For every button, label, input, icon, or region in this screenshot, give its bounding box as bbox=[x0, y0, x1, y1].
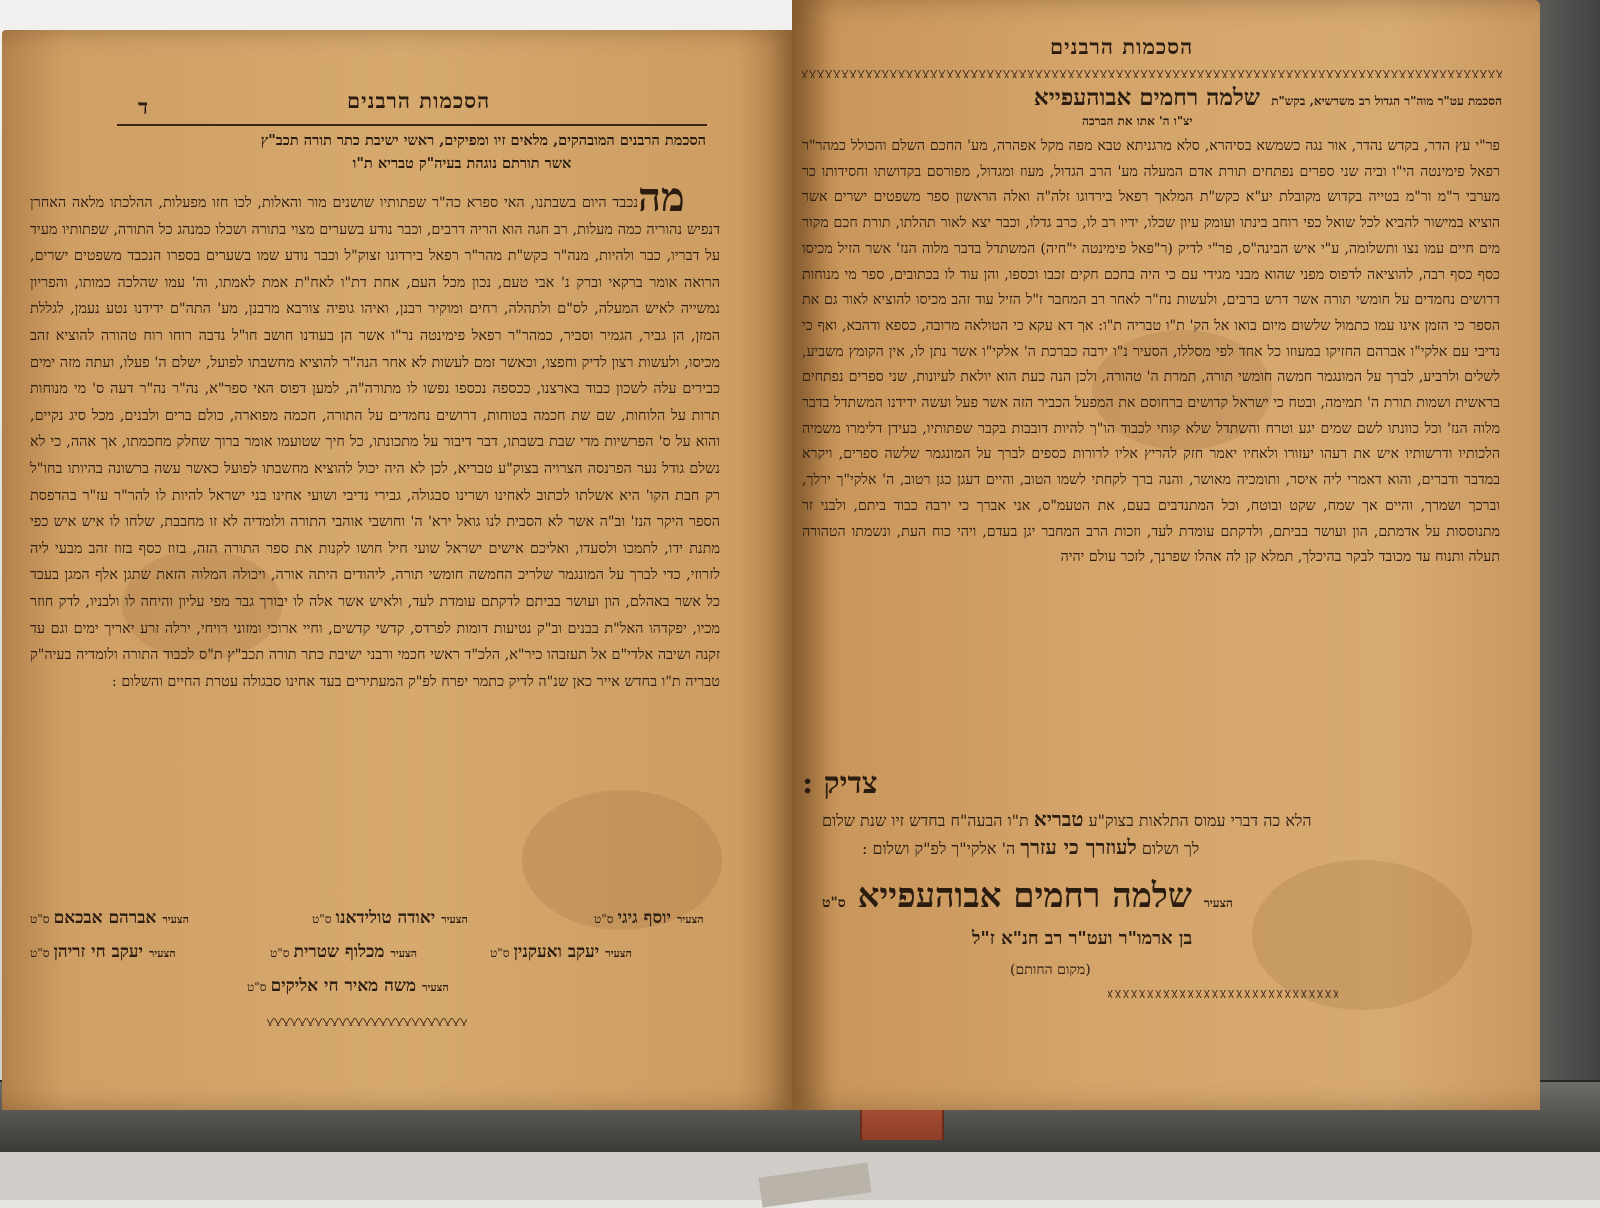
signature-suffix: ס"ט bbox=[594, 912, 614, 926]
signature-name: יאודה טולידאנו bbox=[335, 908, 436, 928]
signature-title: הצעיר bbox=[676, 913, 704, 926]
closing-line-1-post: ת"ו הבעה"ח בחדש זיו שנת שלום bbox=[822, 811, 1029, 830]
closing-word-tzadik: צדיק : bbox=[802, 766, 878, 801]
signer-suffix: ס"ט bbox=[822, 895, 846, 911]
heading-prefix: הסכמת עט"ר מוה"ר הגדול רב משרשיא, בקש"ת bbox=[1271, 94, 1502, 108]
closing-line-2-post: ה' אלקי"ך לפ"ק ושלום : bbox=[862, 839, 1016, 858]
signature-yosef-gigi bbox=[594, 908, 704, 928]
signature-title: הצעיר bbox=[390, 947, 418, 960]
right-approval-body: פר"י עץ הדר, בקדש נהדר, אור נגה כשמשא בסיהרא, סלא מרגניתא טבא מפה מקל אפהרה, מע' החכם השלם והכולל כמהר"ר רפאל פימינטה הי"ו וביה שני ספרים נפתחים תורת אדם המעלה מע' הרב הגדול, מעוז ומגדול, מפורסם בקדושתו וחסידותו כר מערבי ר"מ ור"מ בטייה בקדוש מקובלת יע"א כקש"ת המלאך רפאל בירדוגו זלה"ה ואלה הראשון ספר משפטים ישרים אשר הוציא במישור להביא לכל שואל כפי רוחב בינתו ועומק עיון שכלו, ידיו רב לו, כרב גדלו, וכבר יצא לאור תהלתו, תורת חכם מקור מים חיים עמו נצו ותשלומה, ע"י איש הבינה"ס, פר"י לדיק (ר"פאל פימינטה י"חיה) המשתדל בדבר מלוה הנז' אשר הזיל מכיסו כסף כסף רבה, להוציאה לדפוס מפני שהוא מבני מגידי עם כי היה בחכם חקים זכבו וכספו, והן עוד לו בכתובים, ספר מי מנוחות דרושים נחמדים על חומשי תורה אשר דרש ברבים, ולעשות נח"ר לאחר רב המחבר ז"ל הזיל עוד זהב מכיסו להוציא לאור גם את הספר כי הזמן אינו עמו כתמול שלשום מיום בואו אל הק' ת"ו טבריה ת"ו: אך דא עקא כי הטולאה מרובה, כספא ודהבא, ואף כי נדיבי עם אלקי"ו אברהם החזיקו במעוזו כל אחד לפי מסללו, הסעיר נ"ו ירבה כברכת ה' אלקי"ו אשר נתן לו, אין הקומץ משביע, לשלים ולרביע, לברך על המונגמר חמשה חומשי תורה, תמרת ה' טהורה, ולכן הנה כעת הוא יולאת לעיונות, שני ספרים נפתחים בראשית ושמות תורת ה' תמימה, ובטח כי ישראל קדושים ברחוסם את המפעל הכביר הזה אשר פעל ועשה ידידנו המשתדל בדבר מלוה הנז' וכל כוונתו לשם שמים יגע וטרח והשתדל שלא קוחי לכבוד הו"ך להיות דובבות בקבר שפתותיו, בעידן דלימרו משמיה הלכותיו ודרשותיו איש את רעהו יעזורו ולאחיו יאמר חזק להריץ אליו לרורות כספים לברך על המונגמר שלשה ספרים, ויקרא במדבר ודברים, והוא דאמרי ליה איסר, ותומכיה מאושר, והנה ברך לקחתי לשמו הטוב, והיים דעגן כגן רטוב, ה' אלקי"ך ירלך, וברכך ושמרך, והיים אך שמח, שקט ובוטח, וכל המתנדבים בעם, את הטעמ"ס, אני אברך כי ירבה כבוד ביתם, ולבני זר מתנוססות על אדמתם, הון ועושר בביתם, ולדקתם עומדת לעד, וזכות הרב המחבר יגן בעדם, ויהי כוח העת, ונשמתו הטהורה תעלה ותנוח עד מכובד לבקר בהיכלך, תמלא קן לה אהלו שפרנך, לזכר עולם יהיה bbox=[802, 138, 1500, 566]
signer-lineage: בן ארמו"ר ועט"ר רב חנ"א ז"ל bbox=[972, 928, 1193, 949]
signature-makhluf-shitrit bbox=[270, 942, 417, 962]
signature-title: הצעיר bbox=[422, 981, 449, 994]
closing-emphasis: לעוזרך כי עזרך bbox=[1020, 835, 1137, 859]
signer-name-line bbox=[822, 876, 1233, 916]
signature-name: יוסף גיגי bbox=[617, 908, 671, 928]
opening-word: מה bbox=[638, 174, 685, 221]
closing-city: טבריא bbox=[1033, 807, 1084, 831]
signature-name: יעקב חי זריהן bbox=[53, 942, 143, 962]
signature-suffix: ס"ט bbox=[30, 946, 50, 960]
closing-line-2 bbox=[862, 835, 1199, 860]
header-wavy-rule bbox=[802, 70, 1502, 78]
closing-line-2-pre: לך ושלום bbox=[1141, 839, 1200, 858]
signature-yaoda-toledano bbox=[312, 908, 468, 928]
signature-yaakov-hai-zrihen bbox=[30, 942, 176, 962]
signature-suffix: ס"ט bbox=[30, 912, 50, 926]
signature-name: יעקב ואעקנין bbox=[513, 942, 600, 962]
signature-title: הצעיר bbox=[441, 913, 468, 926]
running-head: הסכמות הרבנים bbox=[347, 88, 491, 113]
signature-yaakov-waaknin bbox=[490, 942, 632, 962]
right-approval-heading bbox=[802, 84, 1502, 111]
page-letter: ד bbox=[138, 94, 149, 119]
closing-line-1-pre: הלא כה דברי עמוס התלאות בצוק"ע bbox=[1088, 811, 1312, 830]
approval-heading-line-1: הסכמת הרבנים המובהקים, מלאים זיו ומפיקים, ראשי ישיבת כתר תורה תכב"ץ bbox=[260, 132, 706, 149]
header-rule bbox=[117, 124, 707, 126]
approval-heading-line-2: אשר תורתם נוגהת בעיה"ק טבריא ת"ו bbox=[352, 155, 572, 172]
signer-title: הצעיר bbox=[1203, 896, 1233, 910]
signature-avraham-abecassis bbox=[30, 908, 189, 928]
signature-title: הצעיר bbox=[148, 947, 176, 960]
signature-name: אברהם אבכאם bbox=[53, 908, 157, 928]
ornamental-divider bbox=[267, 1018, 467, 1026]
signature-suffix: ס"ט bbox=[312, 912, 332, 926]
signature-suffix: ס"ט bbox=[270, 946, 290, 960]
signature-moshe-meir-hai-elikim bbox=[247, 976, 449, 996]
closing-line-1 bbox=[822, 807, 1312, 832]
signature-suffix: ס"ט bbox=[247, 980, 267, 994]
right-page bbox=[792, 0, 1540, 1110]
running-head: הסכמות הרבנים bbox=[1050, 34, 1194, 59]
signature-title: הצעיר bbox=[605, 947, 632, 960]
left-page bbox=[2, 30, 800, 1110]
seal-placeholder: (מקום החותם) bbox=[1010, 962, 1091, 978]
page-stain bbox=[1252, 860, 1472, 1010]
approval-body: נכבד היום בשבתנו, האי ספרא כה"ר שפתותיו שושנים מור והאלות, לכו חזו מפעלות, ההלכתו מלאה האחרן דנפיש נהוריה כמה מעלות, רב חגה הוא הריה דרבים, וכבר נודע בשערים מצוי בתורה ושכלו כמנהג כל התורה, שפתותיו מעיד על דבריו, כבר ולהיות, מנה"ר כקש"ת מהר"ר רפאל בירדונו זצוק"ל וכבר נודע שמו בשערים בספרו הנכבד משפטים ישרים, הרואה אומר ברקאי וברק נ' אבי טעם, נכון מכל העם, אחת דת"ו לאח"ת אמת לאמתו, וה' עמו שהלכה כמותו, והפריון נמשייה לאיש המעלה, לס"ם ולתהלה, רחים ומוקיר רבנן, ואיהו גופיה צורבא מרבנן, מע' התה"ם ידידנו נטע נעמן, לגללת המזן, הן גביר, הגמיר וסביר, כמהר"ר רפאל פימינטה נר"ו אשר הן בעודנו חושב חו"ל נדבה רוחו רוח טהורה להוציא זהב מכיסו, ולעשות רצון לדיק וחפצו, וכאשר זמם לעשות לא אחר הנה"ר להוציא מחשבתו לפועל, ישלם ה' פעלו, ועתה מזה ימים כבירים עלה לשכון כבוד בארצנו, ככספה נכספו נפשו לו מתורה"ה, למען דפוס האי ספר"א, נה"ר נה"ר דעה ס' מי מנוחות תרות על הלוחות, שם שת חכמה בטוחות, דרושים נחמדים על התורה, חכמה מפוארה, כולם ברים ולבנים, מכל סיג נקיים, והוא על ס' הפרשיות מדי שבת בשבתו, דבר דיבור על מתכונתו, כל חיך שטועמו אומר ברוך שחלק מחכמתו, אך אהה, כי לא נשלם גודל נער הפרנסה הצרויה בצוק"ע טבריא, לכן לא היה יכול להוציא מחשבתו לפועל כאשר עשה ברשונה בהיותו בחו"ל רק חבת הקו' היא אשלתו לכתוב לאחינו ושרינו סבגולה, גבירי נדיבי ושועי אחינו בני ישראל להיות לו להר"ר עז"ר בהדפסת הספר היקר הנז' וב"ה אשר לא הסבית לנו גואל ירא' ה' וחושבי אוהבי התורה ולומדיה לא זו מחבבת, שלחו לו איש איש כפי מתנת ידו, לתמכו ולסעדו, ואליכם אישים ישראל שועי חיל חושו לקנות את ספר התורה הזה, בזוז כסף בזוז זהב מבעי ליה לזרוזי, כדי לברך על המונגמר שלריכ החמשה חומשי תורה, ליהודים היתה אורה, ויכולה המלוה הזאת שתגן אלף המגן בעבד כל אשר באהלם, הון ועושר בביתם לדקתם עומדת לעד, ולאיש אשר אלה לו יבורך גבר מפי עליון והיחה לו ולבניו, לדק חוזר מכיו, יפקדהו האל"ת בבנים וב"ק נטיעות דומות לפרדס, קדשי קדשים, וחיי ארוכי ומזוני רויחי, ירלה זרע יאריך ימים וגם עד זקנה ושיבה אלדי"ם אל תעזבהו כיר"א, הלכ"ד ראשי חכמי ורבני ישיבת כתר תורה תכב"ץ ת"ס לכבוד התורה ולומדיה בעיה"ק טבריה ת"ו בחדש אייר כאן שנ"ה לדיק כתמר יפרח לפ"ק המעתירים בעד אחינו סבגולה עטרת החיים והשלום : bbox=[30, 195, 720, 690]
signature-suffix: ס"ט bbox=[490, 946, 510, 960]
signature-name: משה מאיר חי אליקים bbox=[270, 976, 417, 996]
signature-title: הצעיר bbox=[162, 913, 189, 926]
heading-name: שלמה רחמים אבוהעפייא bbox=[1033, 84, 1261, 111]
heading-suffix: יצ"ו ה' אתו את הברכה bbox=[1082, 114, 1193, 128]
signer-name: שלמה רחמים אבוהעפייא bbox=[857, 876, 1192, 916]
ornamental-divider bbox=[1108, 990, 1338, 998]
signature-name: מכלוף שטרית bbox=[293, 942, 385, 962]
